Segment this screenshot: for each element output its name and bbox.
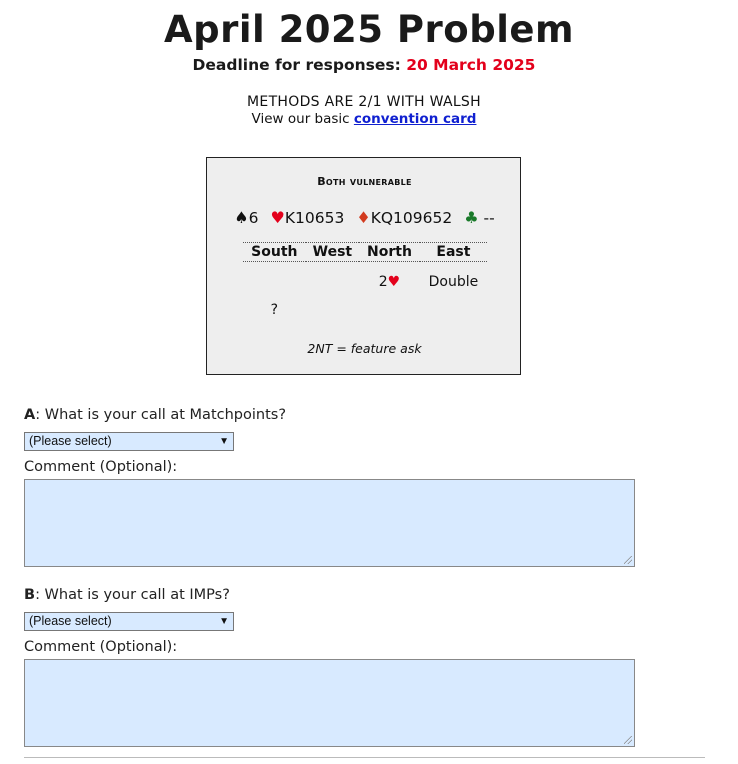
deadline [0, 56, 728, 74]
heart-icon: ♥ [270, 208, 285, 227]
deadline-label: Deadline for responses: [192, 56, 401, 74]
methods-text: METHODS ARE 2/1 WITH WALSH [247, 94, 481, 110]
auction-cell [243, 262, 306, 297]
auction-cell [306, 262, 359, 297]
question-a-text: : What is your call at Matchpoints? [35, 407, 287, 423]
question-b-letter: B [24, 587, 36, 603]
chevron-down-icon: ▼ [219, 436, 229, 447]
north-bid-level: 2 [378, 274, 388, 290]
auction-header-south: South [243, 243, 306, 262]
auction-east-bid: Double [428, 274, 479, 290]
resize-grip-icon[interactable] [624, 736, 632, 744]
question-b-text: : What is your call at IMPs? [35, 587, 230, 603]
resize-grip-icon[interactable] [624, 556, 632, 564]
clubs-holding: -- [483, 209, 495, 227]
view-text: View our basic [251, 111, 350, 127]
page-title: April 2025 Problem [163, 8, 575, 51]
question-a-label [24, 407, 286, 423]
heart-icon: ♥ [387, 274, 401, 290]
divider [24, 757, 705, 758]
convention-card-line [0, 111, 728, 127]
matchpoints-call-select[interactable] [24, 432, 234, 451]
comment-b-textarea[interactable] [24, 659, 635, 747]
auction-header-west: West [306, 243, 359, 262]
auction-header-north: North [359, 243, 420, 262]
auction-header-east: East [420, 243, 487, 262]
auction-south-bid: ? [270, 302, 279, 318]
question-b-label [24, 587, 230, 603]
spades-holding: 6 [248, 209, 259, 227]
question-a-letter: A [24, 407, 36, 423]
matchpoints-select-value: (Please select) [29, 434, 112, 448]
imps-call-select[interactable] [24, 612, 234, 631]
club-icon: ♣ [464, 208, 479, 227]
comment-a-textarea[interactable] [24, 479, 635, 567]
comment-a-label: Comment (Optional): [24, 459, 178, 475]
diamonds-holding: KQ109652 [370, 209, 453, 227]
deal-note: 2NT = feature ask [307, 341, 422, 356]
spade-icon: ♠ [234, 208, 249, 227]
vulnerability: Both vulnerable [317, 175, 412, 188]
hand [207, 208, 522, 227]
auction-table [243, 242, 487, 324]
hearts-holding: K10653 [284, 209, 345, 227]
deadline-date: 20 March 2025 [406, 56, 536, 74]
comment-b-label: Comment (Optional): [24, 639, 178, 655]
diamond-icon: ♦ [356, 208, 371, 227]
chevron-down-icon: ▼ [219, 616, 229, 627]
auction-north-bid [359, 262, 420, 297]
imps-select-value: (Please select) [29, 614, 112, 628]
deal-box [206, 157, 521, 375]
convention-card-link[interactable]: convention card [353, 111, 477, 127]
